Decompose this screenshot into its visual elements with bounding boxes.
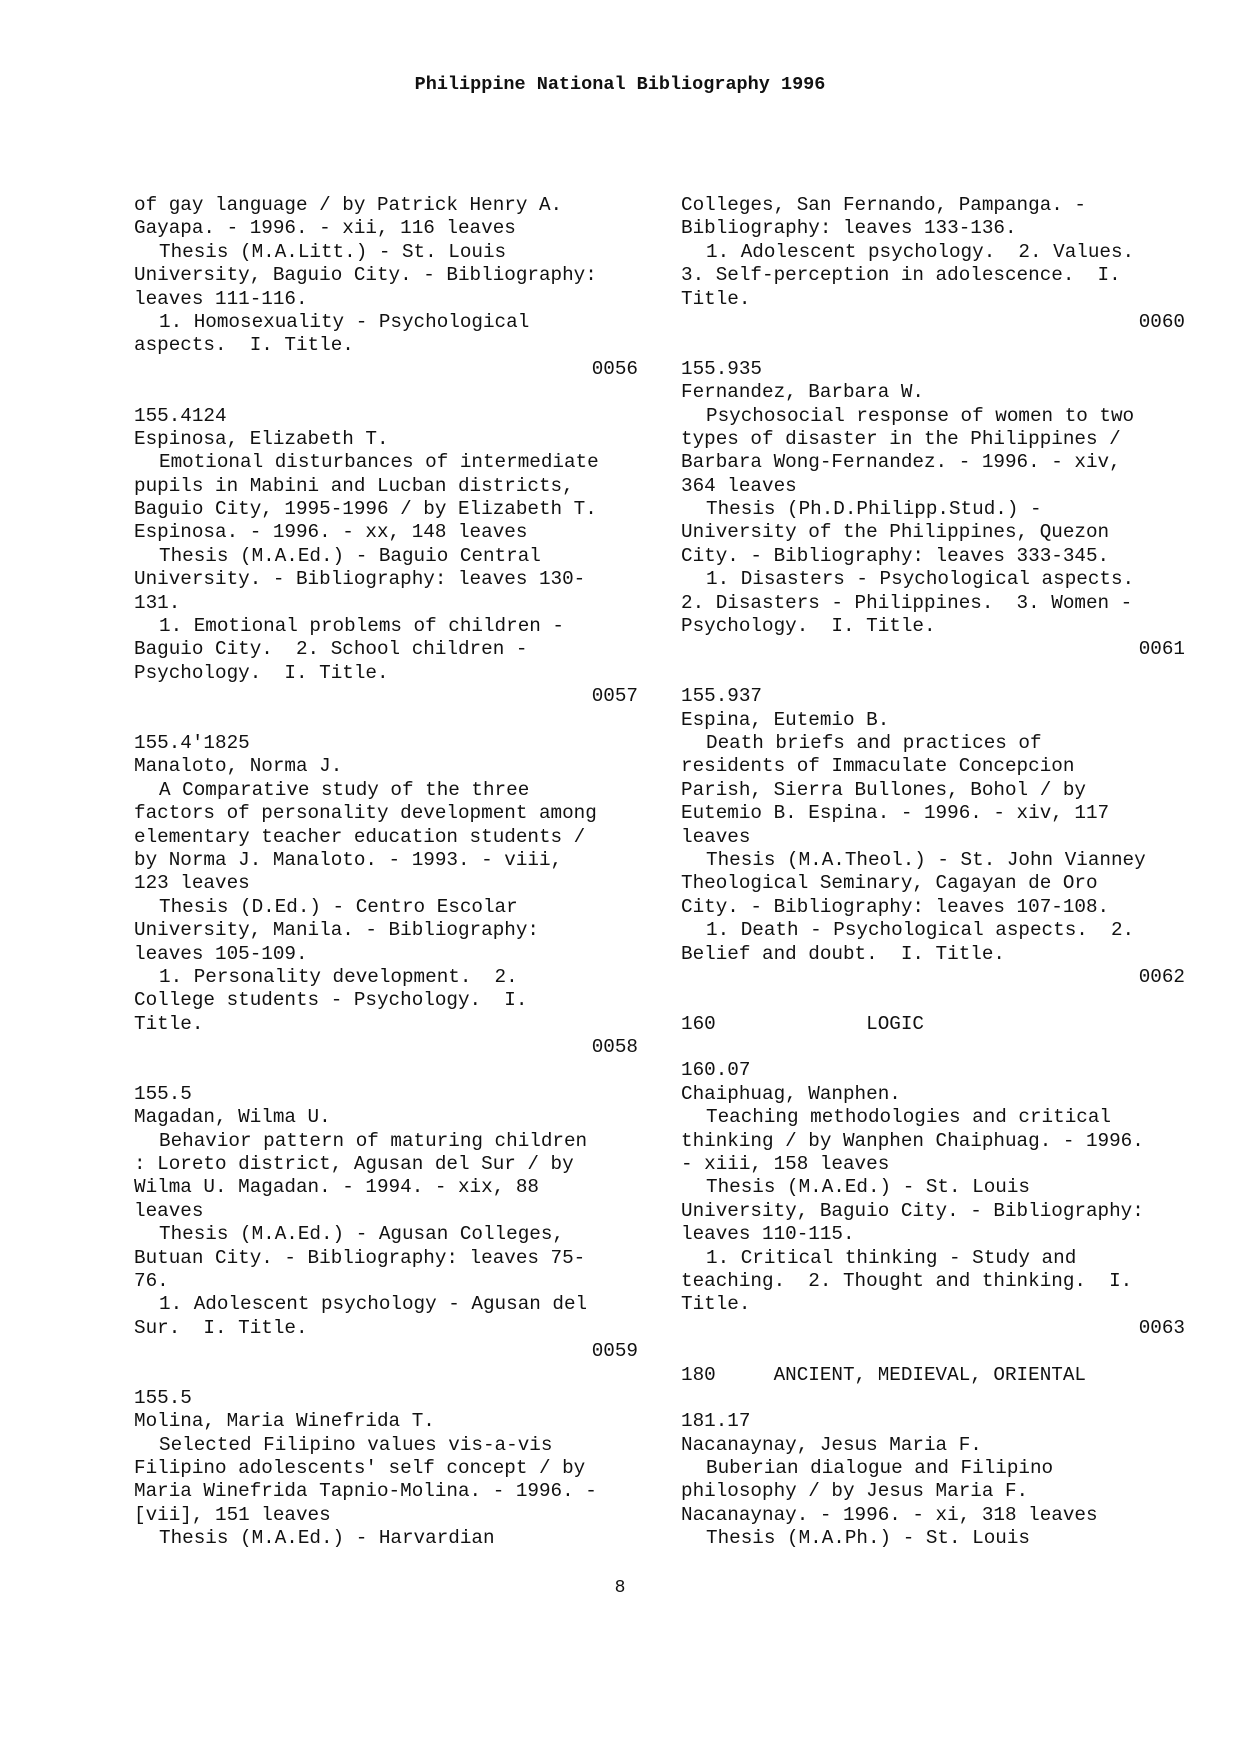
- text-line: University of the Philippines, Quezon: [681, 521, 1110, 544]
- text-line: 2. Disasters - Philippines. 3. Women -: [681, 591, 1133, 614]
- text-line: Wilma U. Magadan. - 1994. - xix, 88: [134, 1176, 539, 1199]
- page-number: 8: [614, 1578, 626, 1598]
- text-line: leaves 110-115.: [681, 1223, 855, 1246]
- text-line: University, Manila. - Bibliography:: [134, 919, 539, 942]
- text-line: Parish, Sierra Bullones, Bohol / by: [681, 778, 1086, 801]
- text-line: : Loreto district, Agusan del Sur / by: [134, 1153, 574, 1176]
- page-header: Philippine National Bibliography 1996: [414, 74, 826, 95]
- text-line: City. - Bibliography: leaves 107-108.: [681, 895, 1110, 918]
- text-line: 155.4124: [134, 404, 227, 427]
- entry-number: 0062: [1138, 965, 1185, 988]
- text-line: 155.5: [134, 1386, 192, 1409]
- spacer-line: [134, 381, 638, 404]
- text-line: Fernandez, Barbara W.: [681, 381, 924, 404]
- text-line: Nacanaynay. - 1996. - xi, 318 leaves: [681, 1503, 1098, 1526]
- spacer-line: [134, 1059, 638, 1082]
- text-line: 180 ANCIENT, MEDIEVAL, ORIENTAL: [681, 1363, 1086, 1386]
- text-line: factors of personality development among: [134, 802, 597, 825]
- text-line: University. - Bibliography: leaves 130-: [134, 568, 586, 591]
- text-line: Espinosa. - 1996. - xx, 148 leaves: [134, 521, 528, 544]
- text-line: Psychology. I. Title.: [134, 661, 389, 684]
- spacer-line: [681, 1387, 1185, 1410]
- entry-number: 0063: [1138, 1316, 1185, 1339]
- text-line: Buberian dialogue and Filipino: [706, 1457, 1054, 1480]
- text-line: 364 leaves: [681, 474, 797, 497]
- text-line: Thesis (D.Ed.) - Centro Escolar: [159, 895, 518, 918]
- text-line: leaves: [134, 1199, 204, 1222]
- left-column: [134, 194, 638, 1551]
- text-line: 1. Personality development. 2.: [159, 965, 518, 988]
- text-line: Title.: [681, 1293, 751, 1316]
- entry-number: 0056: [591, 357, 638, 380]
- text-line: Bibliography: leaves 133-136.: [681, 217, 1017, 240]
- text-line: 1. Critical thinking - Study and: [706, 1246, 1077, 1269]
- text-line: Chaiphuag, Wanphen.: [681, 1082, 901, 1105]
- text-line: Eutemio B. Espina. - 1996. - xiv, 117: [681, 802, 1110, 825]
- text-line: 1. Homosexuality - Psychological: [159, 310, 530, 333]
- text-line: leaves: [681, 825, 751, 848]
- spacer-line: [681, 989, 1185, 1012]
- text-line: Theological Seminary, Cagayan de Oro: [681, 872, 1098, 895]
- text-line: leaves 105-109.: [134, 942, 308, 965]
- text-line: 1. Death - Psychological aspects. 2.: [706, 919, 1135, 942]
- text-line: Thesis (Ph.D.Philipp.Stud.) -: [706, 498, 1042, 521]
- text-line: Psychology. I. Title.: [681, 615, 936, 638]
- text-line: 181.17: [681, 1410, 751, 1433]
- text-line: 155.937: [681, 685, 762, 708]
- text-line: 1. Disasters - Psychological aspects.: [706, 568, 1135, 591]
- text-line: 160 LOGIC: [681, 1012, 924, 1035]
- text-line: Butuan City. - Bibliography: leaves 75-: [134, 1246, 586, 1269]
- entry-number: 0057: [591, 685, 638, 708]
- text-line: Manaloto, Norma J.: [134, 755, 343, 778]
- text-line: Emotional disturbances of intermediate: [159, 451, 599, 474]
- text-line: 1. Adolescent psychology. 2. Values.: [706, 240, 1135, 263]
- text-line: by Norma J. Manaloto. - 1993. - viii,: [134, 848, 563, 871]
- text-line: 160.07: [681, 1059, 751, 1082]
- text-line: Molina, Maria Winefrida T.: [134, 1410, 435, 1433]
- text-line: elementary teacher education students /: [134, 825, 586, 848]
- text-line: University, Baguio City. - Bibliography:: [681, 1199, 1144, 1222]
- text-line: Maria Winefrida Tapnio-Molina. - 1996. -: [134, 1480, 597, 1503]
- text-line: Colleges, San Fernando, Pampanga. -: [681, 194, 1086, 216]
- text-line: Thesis (M.A.Ed.) - St. Louis: [706, 1176, 1030, 1199]
- text-line: aspects. I. Title.: [134, 334, 354, 357]
- text-line: Espinosa, Elizabeth T.: [134, 427, 389, 450]
- text-line: City. - Bibliography: leaves 333-345.: [681, 544, 1110, 567]
- entry-number: 0058: [591, 1036, 638, 1059]
- text-line: 131.: [134, 591, 181, 614]
- text-line: Psychosocial response of women to two: [706, 404, 1135, 427]
- text-line: Nacanaynay, Jesus Maria F.: [681, 1433, 982, 1456]
- text-line: Thesis (M.A.Ed.) - Agusan Colleges,: [159, 1223, 564, 1246]
- text-line: Espina, Eutemio B.: [681, 708, 890, 731]
- text-line: thinking / by Wanphen Chaiphuag. - 1996.: [681, 1129, 1144, 1152]
- text-line: residents of Immaculate Concepcion: [681, 755, 1075, 778]
- text-line: types of disaster in the Philippines /: [681, 427, 1121, 450]
- text-line: Thesis (M.A.Ed.) - Harvardian: [159, 1527, 495, 1550]
- text-line: Thesis (M.A.Ph.) - St. Louis: [706, 1527, 1030, 1550]
- text-line: Magadan, Wilma U.: [134, 1106, 331, 1129]
- text-line: Thesis (M.A.Litt.) - St. Louis: [159, 240, 507, 263]
- spacer-line: [681, 1340, 1185, 1363]
- text-line: Sur. I. Title.: [134, 1316, 308, 1339]
- text-line: 155.5: [134, 1082, 192, 1105]
- text-line: Behavior pattern of maturing children: [159, 1129, 588, 1152]
- text-line: 1. Adolescent psychology - Agusan del: [159, 1293, 588, 1316]
- text-line: leaves 111-116.: [134, 287, 308, 310]
- text-line: Title.: [681, 287, 751, 310]
- text-line: philosophy / by Jesus Maria F.: [681, 1480, 1029, 1503]
- text-line: Belief and doubt. I. Title.: [681, 942, 1005, 965]
- text-line: Baguio City, 1995-1996 / by Elizabeth T.: [134, 498, 597, 521]
- text-line: Thesis (M.A.Theol.) - St. John Vianney: [706, 848, 1146, 871]
- entry-number: 0060: [1138, 310, 1185, 333]
- entry-number: 0061: [1138, 638, 1185, 661]
- text-line: 1. Emotional problems of children -: [159, 615, 564, 638]
- spacer-line: [134, 709, 638, 732]
- text-line: [vii], 151 leaves: [134, 1503, 331, 1526]
- spacer-line: [681, 334, 1185, 357]
- text-line: Teaching methodologies and critical: [706, 1106, 1111, 1129]
- text-line: Barbara Wong-Fernandez. - 1996. - xiv,: [681, 451, 1121, 474]
- text-line: Gayapa. - 1996. - xii, 116 leaves: [134, 217, 516, 240]
- text-line: pupils in Mabini and Lucban districts,: [134, 474, 574, 497]
- text-line: 155.4'1825: [134, 731, 250, 754]
- text-line: 76.: [134, 1269, 169, 1292]
- spacer-line: [681, 662, 1185, 685]
- text-line: of gay language / by Patrick Henry A.: [134, 194, 563, 216]
- text-line: Filipino adolescents' self concept / by: [134, 1457, 586, 1480]
- text-line: 123 leaves: [134, 872, 250, 895]
- text-line: teaching. 2. Thought and thinking. I.: [681, 1269, 1133, 1292]
- right-column: [681, 194, 1185, 1551]
- text-line: A Comparative study of the three: [159, 778, 530, 801]
- text-line: Death briefs and practices of: [706, 731, 1042, 754]
- spacer-line: [134, 1364, 638, 1387]
- entry-number: 0059: [591, 1340, 638, 1363]
- text-line: Baguio City. 2. School children -: [134, 638, 528, 661]
- text-line: University, Baguio City. - Bibliography:: [134, 264, 597, 287]
- spacer-line: [681, 1036, 1185, 1059]
- text-line: Thesis (M.A.Ed.) - Baguio Central: [159, 544, 541, 567]
- text-line: 3. Self-perception in adolescence. I.: [681, 264, 1121, 287]
- text-line: Title.: [134, 1012, 204, 1035]
- text-line: Selected Filipino values vis-a-vis: [159, 1433, 553, 1456]
- text-line: 155.935: [681, 357, 762, 380]
- text-line: College students - Psychology. I.: [134, 989, 528, 1012]
- text-line: - xiii, 158 leaves: [681, 1153, 890, 1176]
